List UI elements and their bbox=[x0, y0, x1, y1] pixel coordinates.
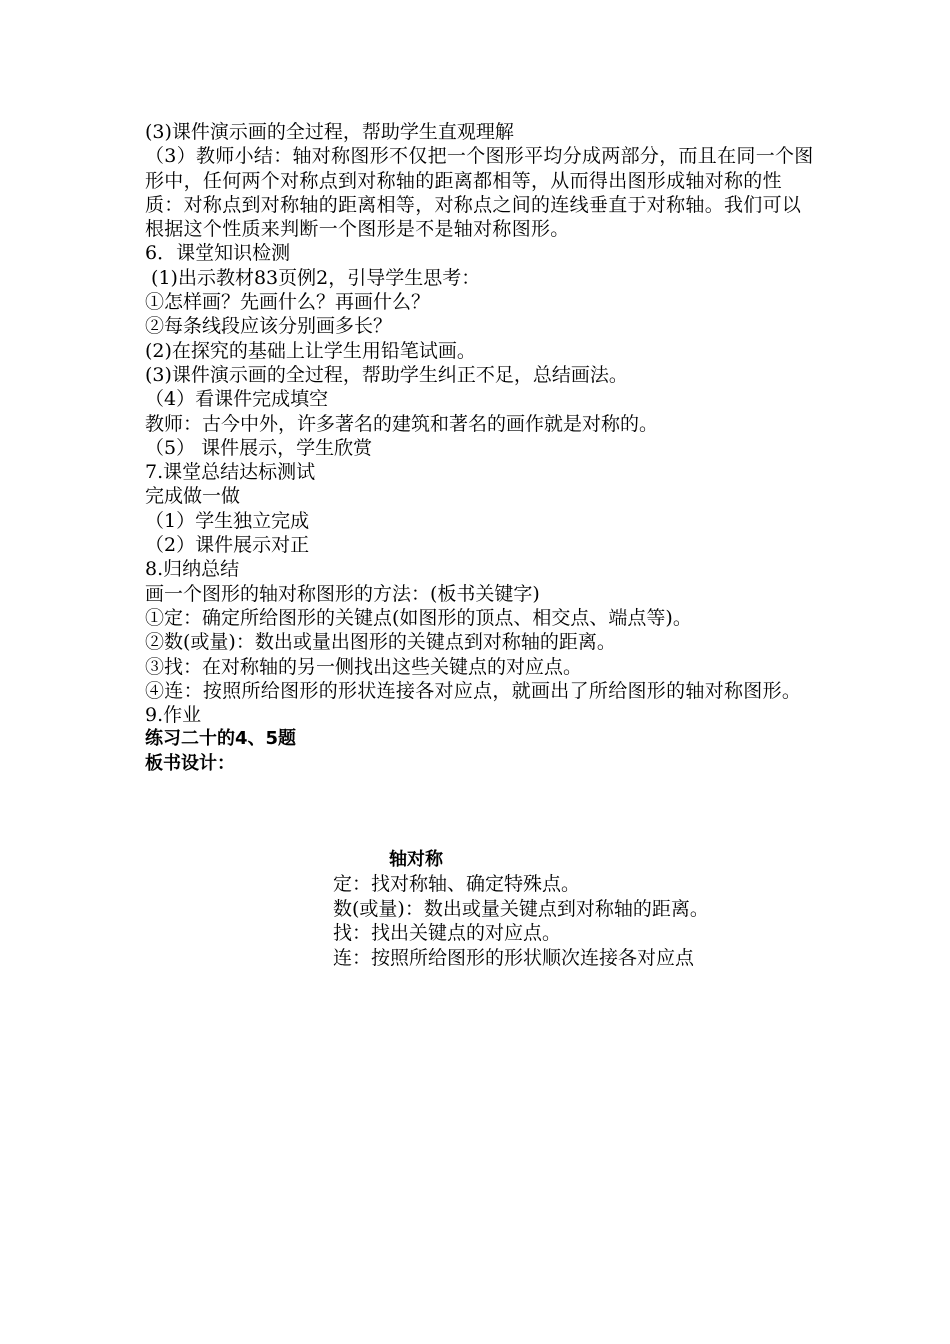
text-line: (3)课件演示画的全过程，帮助学生纠正不足，总结画法。 bbox=[145, 363, 628, 386]
text-line: (2)在探究的基础上让学生用铅笔试画。 bbox=[145, 339, 476, 362]
text-line: ②每条线段应该分别画多长？ bbox=[145, 315, 393, 338]
board-item: 找：找出关键点的对应点。 bbox=[333, 922, 562, 944]
text-line: （5） 课件展示，学生欣赏 bbox=[145, 436, 373, 459]
board-title: 轴对称 bbox=[389, 849, 443, 870]
text-line: 教师：古今中外，许多著名的建筑和著名的画作就是对称的。 bbox=[145, 412, 659, 435]
text-line: ①定：确定所给图形的关键点(如图形的顶点、相交点、端点等)。 bbox=[145, 606, 692, 629]
board-item: 定：找对称轴、确定特殊点。 bbox=[333, 873, 581, 895]
text-line: (3)课件演示画的全过程，帮助学生直观理解 bbox=[145, 121, 514, 143]
text-line: ②数(或量)：数出或量出图形的关键点到对称轴的距离。 bbox=[145, 631, 616, 654]
text-line: （2）课件展示对正 bbox=[145, 534, 310, 557]
section-heading-7: 7.课堂总结达标测试 bbox=[145, 461, 316, 484]
board-design bbox=[333, 848, 709, 970]
text-line: (1)出示教材83页例2，引导学生思考： bbox=[145, 266, 481, 289]
document-body bbox=[145, 120, 815, 776]
text-paragraph: ④连：按照所给图形的形状连接各对应点，就画出了所给图形的轴对称图形。 bbox=[145, 679, 802, 702]
board-design-heading: 板书设计： bbox=[145, 752, 235, 774]
section-heading-8: 8.归纳总结 bbox=[145, 558, 240, 581]
section-heading-9: 9.作业 bbox=[145, 704, 202, 727]
homework-text: 练习二十的4、5题 bbox=[145, 728, 297, 750]
text-line: ③找：在对称轴的另一侧找出这些关键点的对应点。 bbox=[145, 655, 583, 678]
section-heading-6: 6．课堂知识检测 bbox=[145, 242, 291, 265]
text-line: （1）学生独立完成 bbox=[145, 509, 310, 532]
text-line: ①怎样画？先画什么？再画什么？ bbox=[145, 291, 431, 314]
text-line: （4）看课件完成填空 bbox=[145, 388, 329, 411]
teacher-summary-paragraph: （3）教师小结：轴对称图形不仅把一个图形平均分成两部分，而且在同一个图形中，任何两个对称点到对称轴的距离都相等，从而得出图形成轴对称的性质：对称点到对称轴的距离相等，对称点之间的连线垂直于对称轴。我们可以根据这个性质来判断一个图形是不是轴对称图形。 bbox=[145, 145, 814, 241]
text-line: 画一个图形的轴对称图形的方法：(板书关键字) bbox=[145, 582, 540, 605]
board-item: 连：按照所给图形的形状顺次连接各对应点 bbox=[333, 946, 695, 969]
text-line: 完成做一做 bbox=[145, 485, 241, 508]
board-item: 数(或量)：数出或量关键点到对称轴的距离。 bbox=[333, 897, 709, 920]
